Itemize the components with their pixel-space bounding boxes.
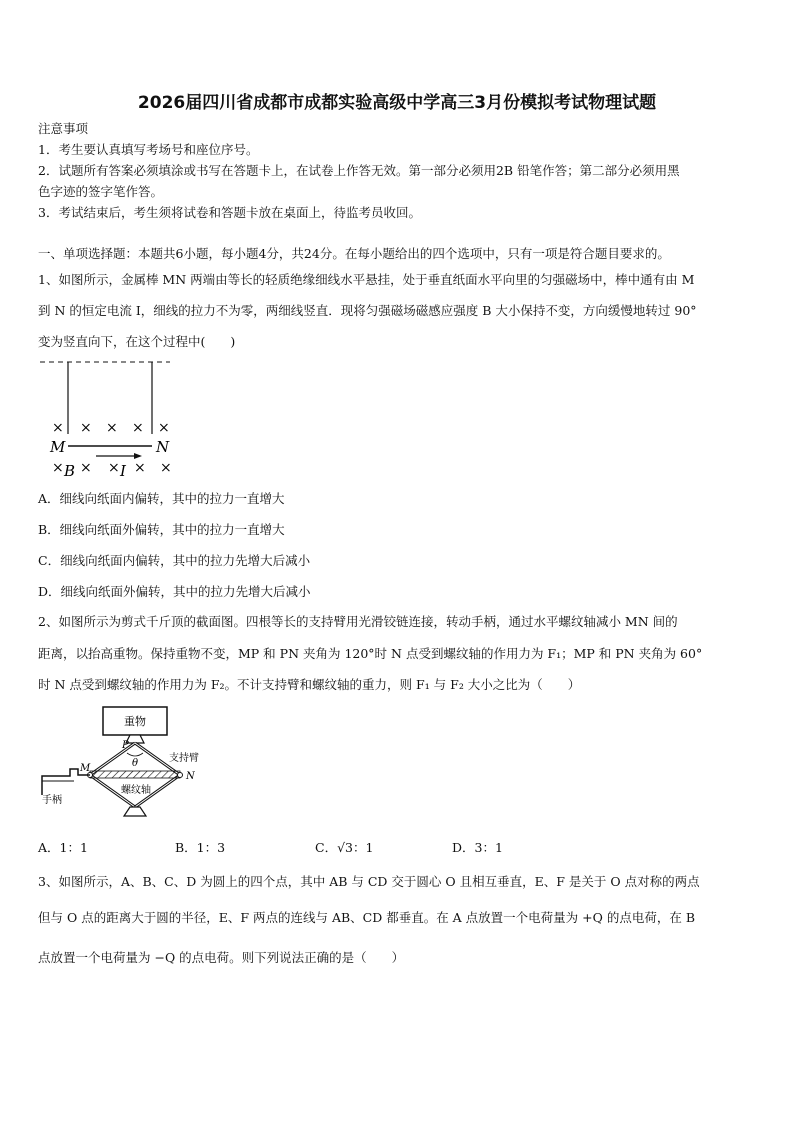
q1-line-1: 1、如图所示，金属棒 MN 两端由等长的轻质绝缘细线水平悬挂，处于垂直纸面水平向里的匀强磁场中，棒中通有由 M [38,272,695,287]
screw-label: 螺纹轴 [121,785,151,796]
q2-line-1: 2、如图所示为剪式千斤顶的截面图。四根等长的支持臂用光滑铰链连接，转动手柄，通过水平螺纹轴减小 MN 间的 [38,614,678,629]
handle-label: 手柄 [42,795,62,806]
q1-line-2: 到 N 的恒定电流 I，细线的拉力不为零，两细线竖直．现将匀强磁场磁感应强度 B 大小保持不变，方向缓慢地转过 90° [38,303,697,318]
theta-label: θ [132,758,139,769]
q1-line-3: 变为竖直向下，在这个过程中( ) [38,334,236,349]
cross-mark: × [52,460,64,476]
q1-option-d: D．细线向纸面外偏转，其中的拉力先增大后减小 [38,584,311,599]
page-title: 2026届四川省成都市成都实验高级中学高三3月份模拟考试物理试题 [137,93,657,113]
q3-line-3: 点放置一个电荷量为 −Q 的点电荷。则下列说法正确的是（ ） [38,950,405,965]
label-N: N [186,771,195,782]
label-M: M [80,763,91,774]
weight-label: 重物 [124,715,146,728]
cross-mark: × [52,420,64,436]
cross-mark: × [134,460,146,476]
arm-label: 支持臂 [169,753,199,764]
section-heading: 一、单项选择题：本题共6小题，每小题4分，共24分。在每小题给出的四个选项中，只有一项是符合题目要求的。 [38,246,670,261]
q1-option-c: C．细线向纸面内偏转，其中的拉力先增大后减小 [38,553,311,568]
q3-line-1: 3、如图所示，A、B、C、D 为圆上的四个点，其中 AB 与 CD 交于圆心 O 且相互垂直，E、F 是关于 O 点对称的两点 [38,874,700,889]
label-M: M [50,438,66,456]
q2-option-d: D．3：1 [452,840,503,855]
notice-item-1: 1．考生要认真填写考场号和座位序号。 [38,142,259,157]
q2-option-b: B．1：3 [175,840,226,855]
q2-line-3: 时 N 点受到螺纹轴的作用力为 F₂。不计支持臂和螺纹轴的重力，则 F₁ 与 F₂ 大小之比为（ ） [38,677,581,692]
q2-option-c: C．√3：1 [315,840,374,855]
label-I: I [120,462,126,480]
q1-figure [38,352,188,480]
cross-mark: × [132,420,144,436]
q1-option-b: B．细线向纸面外偏转，其中的拉力一直增大 [38,522,285,537]
q2-option-a: A．1：1 [38,840,88,855]
cross-mark: × [158,420,170,436]
q2-figure [38,703,228,828]
cross-mark: × [108,460,120,476]
label-N: N [156,438,170,456]
notice-item-2-cont: 色字迹的签字笔作答。 [38,184,164,199]
cross-mark: × [106,420,118,436]
notice-item-3: 3．考试结束后，考生须将试卷和答题卡放在桌面上，待监考员收回。 [38,205,421,220]
label-P: P [122,740,129,751]
q2-line-2: 距离，以抬高重物。保持重物不变，MP 和 PN 夹角为 120°时 N 点受到螺纹轴的作用力为 F₁；MP 和 PN 夹角为 60° [38,646,703,661]
notice-heading: 注意事项 [38,121,89,136]
screw-rod [90,771,180,778]
cross-mark: × [160,460,172,476]
cross-mark: × [80,420,92,436]
cross-mark: × [80,460,92,476]
label-B: B [64,462,76,480]
notice-item-2: 2．试题所有答案必须填涂或书写在答题卡上，在试卷上作答无效。第一部分必须用2B 铅笔作答；第二部分必须用黑 [38,163,680,178]
q3-line-2: 但与 O 点的距离大于圆的半径，E、F 两点的连线与 AB、CD 都垂直。在 A 点放置一个电荷量为 +Q 的点电荷，在 B [38,910,696,925]
q1-option-a: A．细线向纸面内偏转，其中的拉力一直增大 [38,491,285,506]
